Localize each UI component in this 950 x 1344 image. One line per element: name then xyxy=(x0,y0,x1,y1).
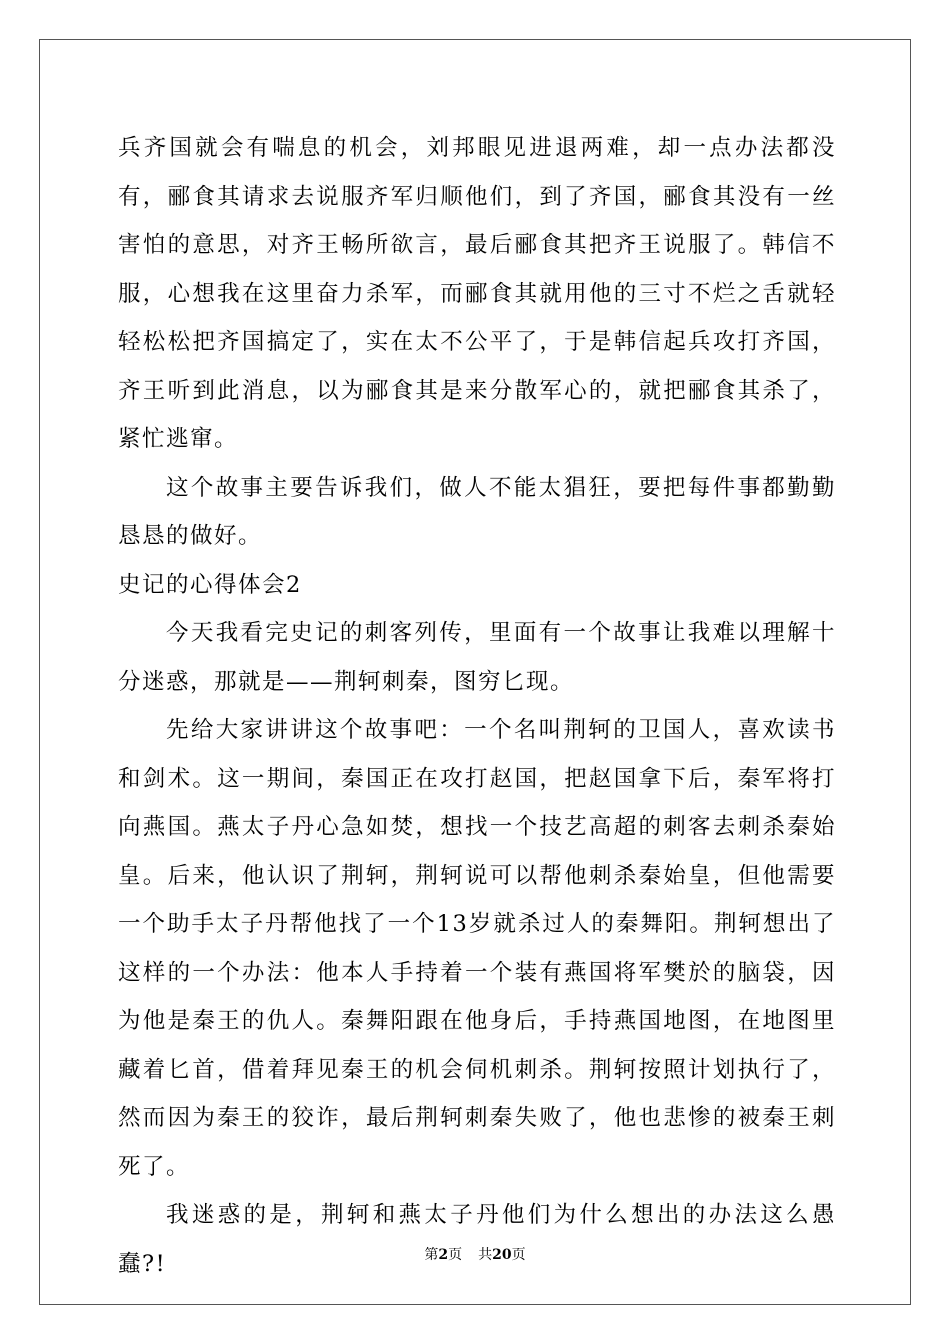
document-body xyxy=(118,124,836,1288)
page-suffix: 页 xyxy=(448,1247,463,1263)
paragraph-moral: 这个故事主要告诉我们，做人不能太猖狂，要把每件事都勤勤恳恳的做好。 xyxy=(118,474,836,549)
paragraph-question: 我迷惑的是，荆轲和燕太子丹他们为什么想出的办法这么愚蠢?! xyxy=(118,1202,836,1277)
page-prefix: 第 xyxy=(424,1247,439,1263)
paragraph-story: 先给大家讲讲这个故事吧：一个名叫荆轲的卫国人，喜欢读书和剑术。这一期间，秦国正在攻打赵国，把赵国拿下后，秦军将打向燕国。燕太子丹心急如焚，想找一个技艺高超的刺客去刺杀秦始皇。后来，他认识了荆轲，荆轲说可以帮他刺杀秦始皇，但他需要一个助手太子丹帮他找了一个13岁就杀过人的秦舞阳。荆轲想出了这样的一个办法：他本人手持着一个装有燕国将军樊於的脑袋，因为他是秦王的仇人。秦舞阳跟在他身后，手持燕国地图，在地图里藏着匕首，借着拜见秦王的机会伺机刺杀。荆轲按照计划执行了，然而因为秦王的狡诈，最后荆轲刺秦失败了，他也悲惨的被秦王刺死了。 xyxy=(118,717,836,1180)
total-prefix: 共 xyxy=(478,1247,493,1263)
paragraph-continuation: 兵齐国就会有喘息的机会，刘邦眼见进退两难，却一点办法都没有，郦食其请求去说服齐军归顺他们，到了齐国，郦食其没有一丝害怕的意思，对齐王畅所欲言，最后郦食其把齐王说服了。韩信不服，心想我在这里奋力杀军，而郦食其就用他的三寸不烂之舌就轻轻松松把齐国搞定了，实在太不公平了，于是韩信起兵攻打齐国，齐王听到此消息，以为郦食其是来分散军心的，就把郦食其杀了，紧忙逃窜。 xyxy=(118,135,836,452)
page-footer xyxy=(0,1246,950,1264)
page-total: 20 xyxy=(492,1247,512,1263)
section-heading: 史记的心得体会2 xyxy=(118,571,302,598)
total-suffix: 页 xyxy=(511,1247,526,1263)
paragraph-intro: 今天我看完史记的刺客列传，里面有一个故事让我难以理解十分迷惑，那就是——荆轲刺秦，图穷匕现。 xyxy=(118,620,836,695)
page-current: 2 xyxy=(438,1247,449,1263)
